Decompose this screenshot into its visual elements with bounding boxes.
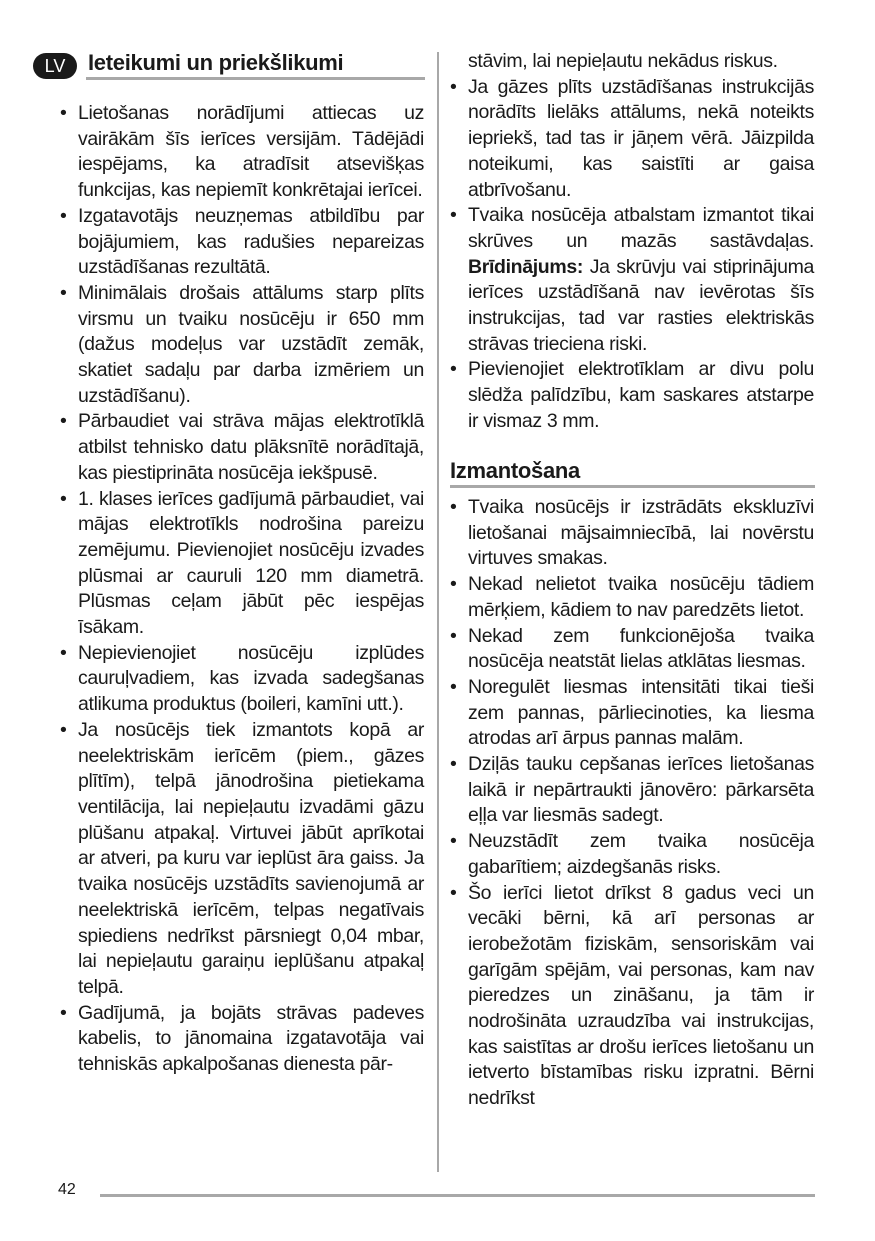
list-item: • Pievienojiet elektrotīklam ar divu polu slēdža palīdzību, kam saskares atstarpe ir vismaz 3 mm. — [450, 357, 814, 434]
section-title-usage: Izmantošana — [450, 458, 580, 483]
list-item: • Noregulēt liesmas intensitāti tikai tieši zem pannas, pārliecinoties, ka liesma atrodas arī ārpus pannas malām. — [450, 675, 814, 752]
list-item — [450, 203, 814, 357]
list-item: • Nekad nelietot tvaika nosūcēju tādiem mērķiem, kādiem to nav paredzēts lietot. — [450, 572, 814, 623]
footer-rule — [100, 1194, 815, 1197]
list-item: • Gadījumā, ja bojāts strāvas padeves kabelis, to jānomaina izgatavotāja vai tehniskās apkalpošanas dienesta pār- — [60, 1001, 424, 1078]
list-item: • Pārbaudiet vai strāva mājas elektrotīklā atbilst tehnisko datu plāksnītē norādītajā, kas piestiprināta nosūcēja iekšpusē. — [60, 409, 424, 486]
list-item: • Šo ierīci lietot drīkst 8 gadus veci un vecāki bērni, kā arī personas ar ierobežotām fiziskām, sensoriskām vai garīgām spējām, vai personas, kam nav pieredzes un zināšanu, ja tām ir nodrošināta uzraudzība vai instrukcijas, kas saistītas ar drošu ierīces lietošanu un ietverto bīstamības risku izpratni. Bērni nedrīkst — [450, 881, 814, 1112]
tips-list-right — [450, 49, 814, 435]
language-badge: LV — [33, 53, 77, 79]
warning-text: Ja skrūvju vai stiprinājuma ierīces uzstādīšanā nav ievērotas šīs instrukcijas, tad var rasties elektriskās strāvas trieciena riski. — [468, 255, 814, 355]
heading-underline — [450, 485, 815, 488]
list-item: • Neuzstādīt zem tvaika nosūcēja gabarītiem; aizdegšanās risks. — [450, 829, 814, 880]
list-item: • Izgatavotājs neuzņemas atbildību par bojājumiem, kas radušies nepareizas uzstādīšanas rezultātā. — [60, 204, 424, 281]
heading-underline — [86, 77, 425, 80]
warning-label: Brīdinājums: — [468, 255, 583, 278]
page-number: 42 — [58, 1181, 76, 1198]
list-item: • Nepievienojiet nosūcēju izplūdes cauruļvadiem, kas izvada sadegšanas atlikuma produktus (boileri, kamīni utt.). — [60, 641, 424, 718]
list-item: • Tvaika nosūcējs ir izstrādāts ekskluzīvi lietošanai mājsaimniecībā, lai novērstu virtuves smakas. — [450, 495, 814, 572]
tips-list-left — [60, 101, 424, 1078]
list-item: • Lietošanas norādījumi attiecas uz vairākām šīs ierīces versijām. Tādējādi iespējams, ka atradīsit atsevišķas funkcijas, kas nepiemīt konkrētajai ierīcei. — [60, 101, 424, 204]
usage-list — [450, 495, 814, 1112]
section-title-tips: Ieteikumi un priekšlikumi — [88, 50, 344, 75]
list-item-text: Tvaika nosūcēja atbalstam izmantot tikai skrūves un mazās sastāvdaļas. — [468, 204, 814, 252]
list-item: • Dziļās tauku cepšanas ierīces lietošanas laikā ir nepārtraukti jānovēro: pārkarsēta eļļa var liesmās sadegt. — [450, 752, 814, 829]
column-divider — [437, 52, 439, 1172]
list-item: • Minimālais drošais attālums starp plīts virsmu un tvaiku nosūcēju ir 650 mm (dažus modeļus var uzstādīt zemāk, skatiet sadaļu par darba izmēriem un uzstādīšanu). — [60, 281, 424, 410]
list-item: • 1. klases ierīces gadījumā pārbaudiet, vai mājas elektrotīkls nodrošina pareizu zemējumu. Pievienojiet nosūcēju izvades plūsmai ar cauruli 120 mm diametrā. Plūsmas ceļam jābūt pēc iespējas īsākam. — [60, 487, 424, 641]
list-item: • Ja gāzes plīts uzstādīšanas instrukcijās norādīts lielāks attālums, nekā noteikts iepriekš, tad tas ir jāņem vērā. Jāizpilda noteikumi, kas saistīti ar gaisa atbrīvošanu. — [450, 75, 814, 204]
list-item: • Ja nosūcējs tiek izmantots kopā ar neelektriskām ierīcēm (piem., gāzes plītīm), telpā jānodrošina pietiekama ventilācija, lai nepieļautu izvadāmi gāzu plūšanu atpakaļ. Virtuvei jābūt aprīkotai ar atveri, pa kuru var ieplūst āra gaiss. Ja tvaika nosūcējs uzstādīts savienojumā ar neelektriskā ierīcēm, telpas negatīvais spiediens nedrīkst pārsniegt 0,04 mbar, lai nepieļautu garaiņu ieplūšanu atpakaļ telpā. — [60, 718, 424, 1001]
list-item-continued: stāvim, lai nepieļautu nekādus riskus. — [468, 50, 778, 72]
list-item: • Nekad zem funkcionējoša tvaika nosūcēja neatstāt lielas atklātas liesmas. — [450, 624, 814, 675]
